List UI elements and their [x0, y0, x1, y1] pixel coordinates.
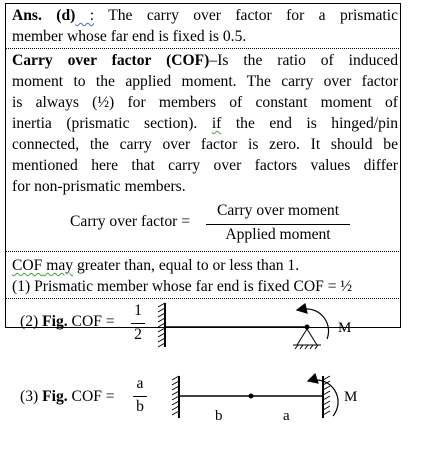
answer-colon: : — [75, 7, 95, 24]
definition-text: the end is hinged/pin — [221, 115, 398, 132]
fraction-bar — [206, 224, 350, 225]
fixed-support-icon — [158, 303, 165, 347]
statement-text: greater than, equal to or less than 1. — [73, 257, 300, 274]
fixed-support-left-icon — [172, 376, 179, 418]
divider — [5, 251, 401, 252]
definition-line-4 — [12, 113, 398, 134]
answer-text: The carry over factor for a prismatic — [94, 7, 399, 24]
load-point — [249, 394, 254, 399]
span-b-label: b — [215, 408, 223, 424]
statement-line — [12, 255, 398, 276]
statement-cof: COF — [12, 257, 43, 274]
definition-line-3: is always (½) for members of constant moment of — [12, 94, 398, 111]
answer-label: Ans. (d) — [12, 7, 76, 24]
case-2-numerator: 1 — [134, 302, 142, 319]
case-2-beam-figure — [155, 297, 385, 363]
definition-text: –Is the ratio of induced — [209, 52, 399, 69]
answer-line-2: member whose far end is fixed is 0.5. — [12, 28, 247, 45]
case-2-denominator: 2 — [134, 326, 142, 343]
moment-label: M — [344, 389, 358, 405]
moment-label: M — [338, 320, 352, 336]
statement-may: may — [42, 257, 74, 274]
definition-line-5: connected, the carry over factor is zero. It should be — [12, 136, 398, 153]
case-1: (1) Prismatic member whose far end is fixed COF = ½ — [12, 278, 353, 295]
answer-paragraph — [12, 5, 398, 26]
definition-line-7: for non-prismatic members. — [12, 178, 186, 195]
case-2-label: (2) Fig. COF = — [20, 313, 115, 330]
definition-term: Carry over factor (COF) — [12, 52, 210, 69]
definition-line-2: moment to the applied moment. The carry over factor — [12, 73, 398, 90]
fraction-bar — [131, 323, 145, 324]
case-3-numerator: a — [136, 375, 144, 392]
definition-if: if — [211, 115, 222, 132]
formula-lhs: Carry over factor = — [70, 213, 191, 230]
formula-denominator: Applied moment — [225, 226, 331, 243]
definition-line-6: mentioned here that carry over factors values differ — [12, 157, 398, 174]
pin-support-icon — [293, 325, 321, 349]
fraction-bar — [133, 396, 147, 397]
case-3-label: (3) Fig. COF = — [20, 388, 115, 405]
moment-arrow-icon — [297, 304, 329, 339]
case-3-beam-figure — [165, 368, 390, 433]
formula-numerator: Carry over moment — [216, 202, 340, 219]
span-a-label: a — [283, 408, 290, 424]
definition-text: inertia (prismatic section). — [12, 115, 212, 132]
divider — [5, 48, 401, 49]
definition-line-1 — [12, 50, 398, 71]
case-3-denominator: b — [136, 398, 144, 415]
